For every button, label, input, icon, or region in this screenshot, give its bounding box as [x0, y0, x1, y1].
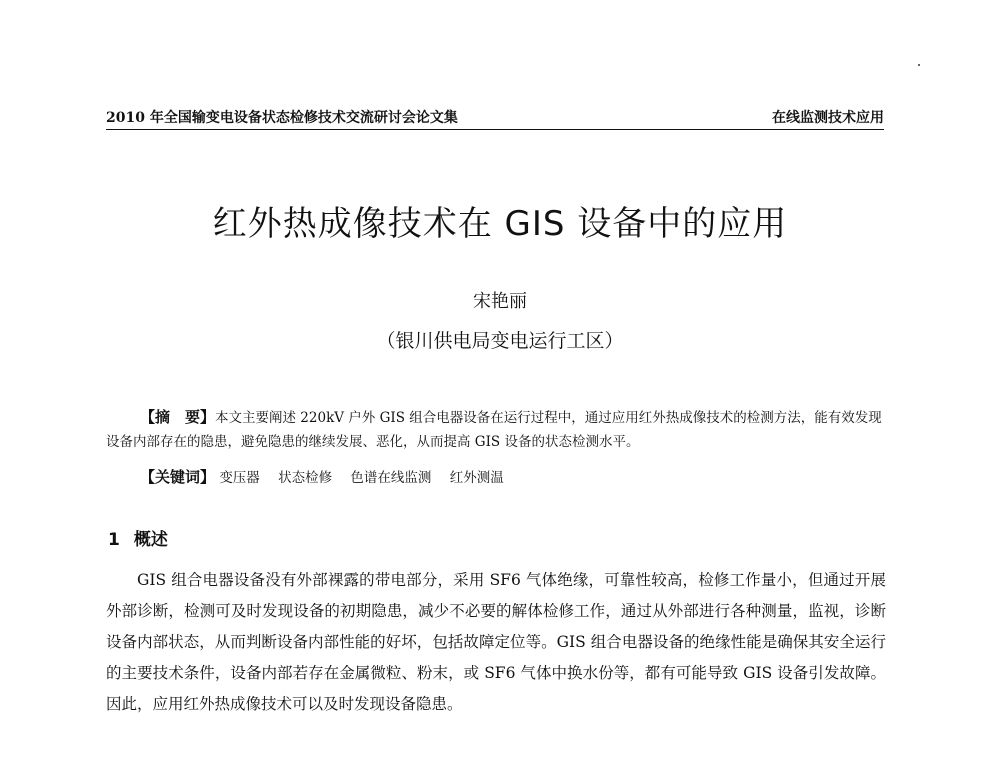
section-number: 1	[108, 530, 120, 550]
header-proceedings-title: 2010 年全国输变电设备状态检修技术交流研讨会论文集	[106, 110, 458, 126]
running-header	[106, 107, 884, 130]
keywords-label: 【关键词】	[140, 468, 216, 486]
paper-title: 红外热成像技术在 GIS 设备中的应用	[212, 204, 788, 244]
section-heading	[108, 525, 168, 550]
scan-dot	[918, 64, 920, 66]
abstract	[106, 405, 886, 454]
keyword-term: 变压器	[219, 470, 260, 486]
abstract-text: 本文主要阐述 220kV 户外 GIS 组合电器设备在运行过程中，通过应用红外热成像技术的检测方法，能有效发现设备内部存在的隐患，避免隐患的继续发展、恶化，从而提高 GIS 设备的状态检测水平。	[106, 410, 882, 450]
section-title: 概述	[133, 530, 168, 550]
body-paragraph: GIS 组合电器设备没有外部裸露的带电部分，采用 SF6 气体绝缘，可靠性较高，检修工作量小，但通过开展外部诊断，检测可及时发现设备的初期隐患，减少不必要的解体检修工作，通过从外部进行各种测量，监视，诊断设备内部状态，从而判断设备内部性能的好坏，包括故障定位等。GIS 组合电器设备的绝缘性能是确保其安全运行的主要技术条件，设备内部若存在金属微粒、粉末，或 SF6 气体中换水份等，都有可能导致 GIS 设备引发故障。因此，应用红外热成像技术可以及时发现设备隐患。	[106, 571, 886, 713]
keyword-term: 色谱在线监测	[350, 470, 432, 486]
keyword-term: 状态检修	[278, 470, 333, 486]
keywords	[140, 466, 518, 487]
author-affiliation: （银川供电局变电运行工区）	[376, 330, 624, 352]
header-section-name: 在线监测技术应用	[772, 110, 884, 126]
keyword-term: 红外测温	[449, 470, 504, 486]
author-name: 宋艳丽	[473, 291, 527, 312]
abstract-label: 【摘 要】	[140, 408, 216, 426]
